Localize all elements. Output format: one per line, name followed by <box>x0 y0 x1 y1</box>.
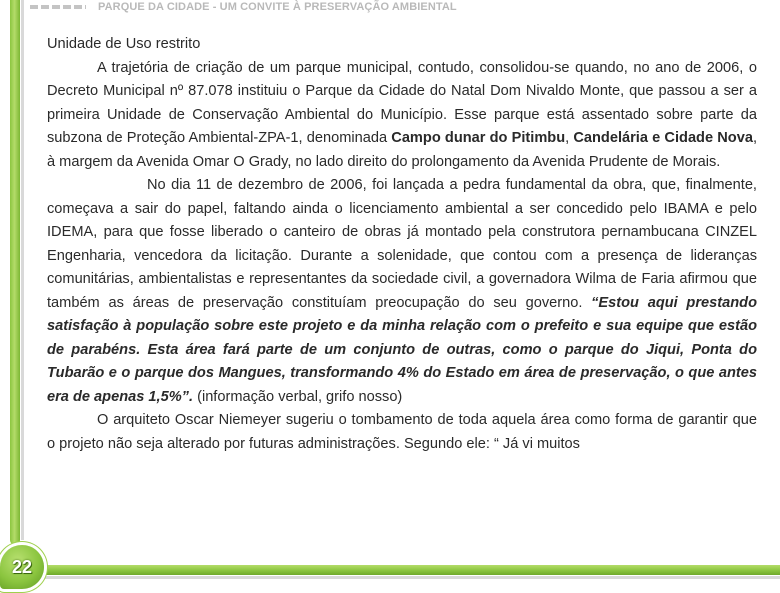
paragraph-1-text-b: , <box>565 130 574 146</box>
bottom-frame-shadow <box>40 576 780 579</box>
paragraph-1-bold-candelaria: Candelária e Cidade Nova <box>573 130 753 146</box>
paragraph-2-text-a: No dia 11 de dezembro de 2006, foi lançada a pedra fundamental da obra, que, finalmente, começava a sair do papel, faltando ainda o licenciamento ambiental a ser concedido pelo IBAMA e pelo IDEMA, para que fosse liberado o canteiro de obras já montado pela construtora pernambucana CINZEL Engenharia, vencedora da licitação. Durante a solenidade, que contou com a presença de lideranças comunitárias, ambientalistas e representantes da sociedade civil, a governadora Wilma de Faria afirmou que também as áreas de preservação constituíam preocupação do seu governo. <box>47 177 757 311</box>
page-body <box>47 33 757 456</box>
left-green-frame-bar <box>10 0 20 545</box>
page-number: 22 <box>11 557 33 577</box>
paragraph-2 <box>47 174 757 409</box>
paragraph-1-text-a: A trajetória de criação de um parque municipal, contudo, consolidou-se quando, no ano de 2006, o Decreto Municipal nº 87.078 instituiu o Parque da Cidade do Natal Dom Nivaldo Monte, que passou a ser a primeira Unidade de Conservação Ambiental do Município. Esse parque está assentado sobre parte da subzona de Proteção Ambiental-ZPA-1, denominada <box>47 59 757 146</box>
section-heading: Unidade de Uso restrito <box>47 36 201 52</box>
paragraph-1 <box>47 57 757 175</box>
running-header <box>30 0 770 18</box>
header-dashes-decoration <box>30 5 86 9</box>
bottom-green-frame-bar <box>28 565 780 575</box>
paragraph-3: O arquiteto Oscar Niemeyer sugeriu o tombamento de toda aquela área como forma de garantir que o projeto não seja alterado por futuras administrações. Segundo ele: “ Já vi muitos <box>47 412 757 452</box>
paragraph-1-bold-campo-dunar: Campo dunar do Pitimbu <box>391 130 566 146</box>
left-frame-shadow <box>21 0 24 540</box>
governor-quote: “Estou aqui prestando satisfação à população sobre este projeto e da minha relação com o prefeito e sua equipe que estão de parabéns. Esta área fará parte de um conjunto de outras, como o parque do Jiqui, Ponta do Tubarão e o parque dos Mangues, transformando 4% do Estado em área de preservação, o que antes era de apenas 1,5%”. <box>47 294 757 405</box>
paragraph-2-citation: (informação verbal, grifo nosso) <box>193 388 403 405</box>
header-title: PARQUE DA CIDADE - UM CONVITE À PRESERVAÇÃO AMBIENTAL <box>98 1 457 13</box>
page-number-badge <box>0 545 44 589</box>
paragraph-1-text-c: , à margem da Avenida Omar O Grady, no lado direito do prolongamento da Avenida Prudente de Morais. <box>47 130 758 170</box>
